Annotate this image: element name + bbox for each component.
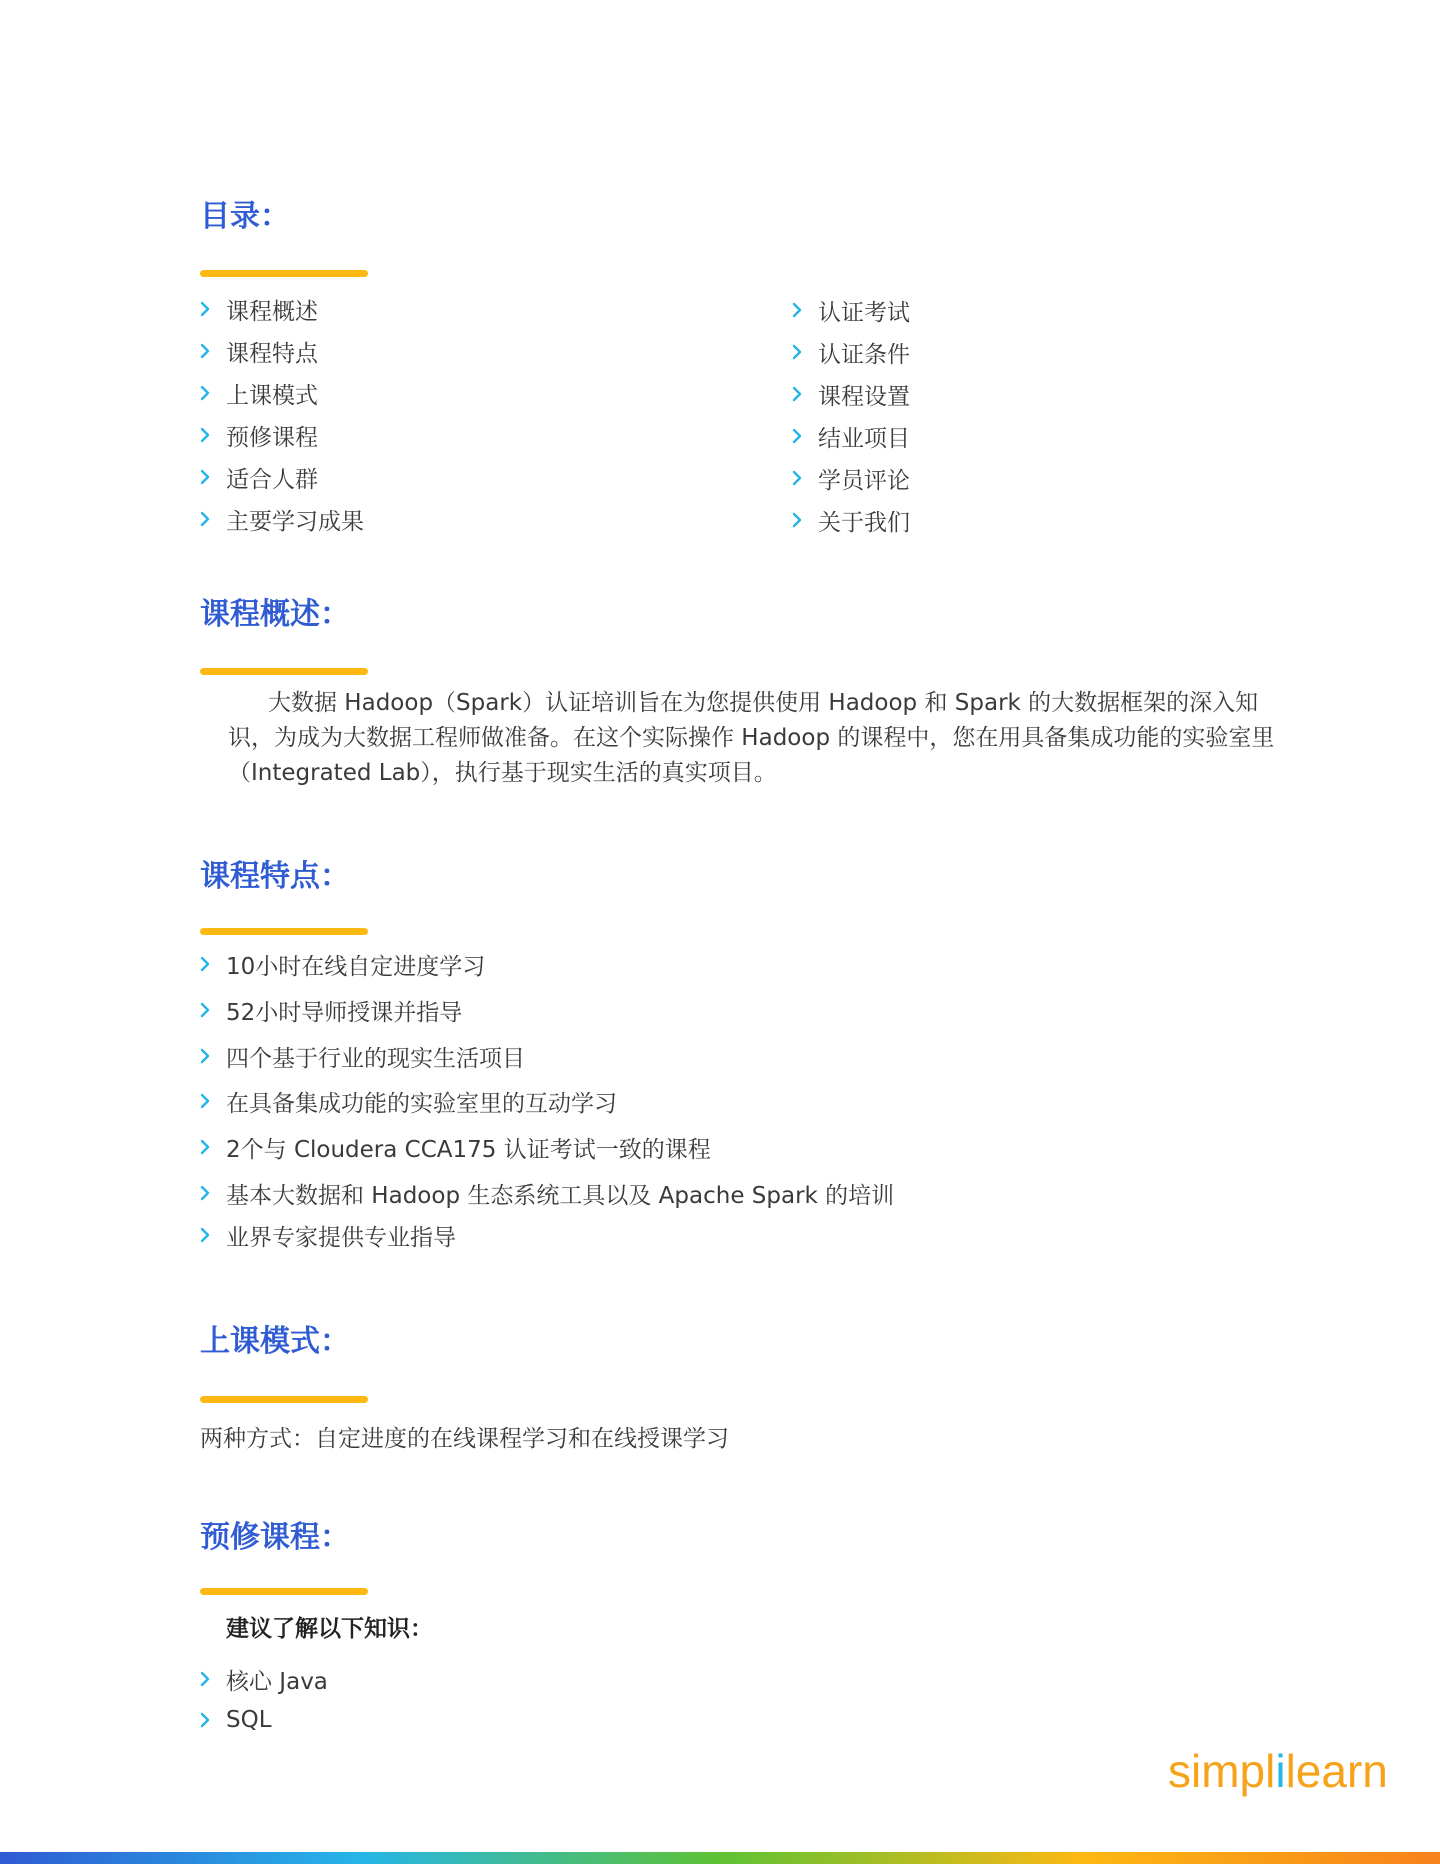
simplilearn-logo — [1168, 1745, 1388, 1797]
chevron-right-icon — [791, 470, 818, 486]
chevron-right-icon — [199, 301, 226, 317]
prereq-title: 预修课程： — [200, 1520, 350, 1555]
list-item — [791, 377, 910, 411]
list-item — [199, 1218, 456, 1252]
list-item — [199, 418, 318, 452]
list-item — [199, 460, 318, 494]
list-item-label: 认证条件 — [818, 341, 910, 368]
toc-title: 目录： — [200, 199, 290, 234]
chevron-right-icon — [199, 1093, 226, 1109]
chevron-right-icon — [791, 428, 818, 444]
chevron-right-icon — [791, 512, 818, 528]
chevron-right-icon — [199, 1139, 226, 1155]
list-item — [199, 1662, 328, 1696]
list-item — [199, 502, 364, 536]
list-item — [199, 1703, 272, 1737]
logo-part3: learn — [1285, 1745, 1388, 1797]
chevron-right-icon — [791, 302, 818, 318]
chevron-right-icon — [199, 1185, 226, 1201]
list-item-label: 课程概述 — [226, 298, 318, 325]
mode-title-underline — [200, 1396, 368, 1403]
list-item-label: 上课模式 — [226, 382, 318, 409]
chevron-right-icon — [199, 343, 226, 359]
list-item — [199, 376, 318, 410]
list-item-label: 业界专家提供专业指导 — [226, 1224, 456, 1251]
chevron-right-icon — [791, 344, 818, 360]
list-item-label: 课程设置 — [818, 383, 910, 410]
logo-part1: simpl — [1168, 1745, 1276, 1797]
toc-title-underline — [200, 270, 368, 277]
prereq-subtitle: 建议了解以下知识： — [226, 1616, 433, 1642]
list-item-label: 关于我们 — [818, 509, 910, 536]
list-item-label: 结业项目 — [818, 425, 910, 452]
list-item — [791, 503, 910, 537]
list-item — [791, 293, 910, 327]
chevron-right-icon — [791, 386, 818, 402]
chevron-right-icon — [199, 956, 226, 972]
list-item-label: 四个基于行业的现实生活项目 — [226, 1045, 525, 1072]
list-item-label: 主要学习成果 — [226, 508, 364, 535]
list-item — [791, 461, 910, 495]
list-item-label: 课程特点 — [226, 340, 318, 367]
features-title-underline — [200, 928, 368, 935]
list-item — [199, 1176, 894, 1210]
chevron-right-icon — [199, 511, 226, 527]
chevron-right-icon — [199, 1712, 226, 1728]
chevron-right-icon — [199, 427, 226, 443]
mode-text: 两种方式：自定进度的在线课程学习和在线授课学习 — [200, 1426, 729, 1452]
list-item — [199, 292, 318, 326]
list-item-label: 基本大数据和 Hadoop 生态系统工具以及 Apache Spark 的培训 — [226, 1182, 895, 1209]
chevron-right-icon — [199, 1048, 226, 1064]
list-item — [791, 419, 910, 453]
prereq-title-underline — [200, 1588, 368, 1595]
list-item-label: SQL — [226, 1707, 272, 1733]
list-item-label: 预修课程 — [226, 424, 318, 451]
list-item-label: 10小时在线自定进度学习 — [226, 953, 486, 980]
list-item-label: 学员评论 — [818, 467, 910, 494]
features-title: 课程特点： — [200, 859, 350, 894]
overview-title: 课程概述： — [200, 597, 350, 632]
list-item-label: 在具备集成功能的实验室里的互动学习 — [226, 1090, 617, 1117]
list-item — [199, 1039, 525, 1073]
list-item — [199, 947, 485, 981]
bottom-gradient-bar — [0, 1852, 1440, 1864]
list-item — [199, 1130, 711, 1164]
chevron-right-icon — [199, 385, 226, 401]
list-item — [199, 993, 462, 1027]
chevron-right-icon — [199, 1671, 226, 1687]
list-item — [791, 335, 910, 369]
chevron-right-icon — [199, 1227, 226, 1243]
list-item-label: 2个与 Cloudera CCA175 认证考试一致的课程 — [226, 1136, 711, 1163]
list-item — [199, 334, 318, 368]
list-item-label: 适合人群 — [226, 466, 318, 493]
overview-paragraph: 大数据 Hadoop（Spark）认证培训旨在为您提供使用 Hadoop 和 Spark 的大数据框架的深入知识，为成为大数据工程师做准备。在这个实际操作 Hadoop 的课程中，您在用具备集成功能的实验室里（Integrated Lab），执行基于现实生活的真实项目。 — [228, 690, 1275, 786]
logo-part2: i — [1275, 1745, 1286, 1797]
chevron-right-icon — [199, 1002, 226, 1018]
list-item-label: 认证考试 — [818, 299, 910, 326]
mode-title: 上课模式： — [200, 1324, 350, 1359]
list-item-label: 52小时导师授课并指导 — [226, 999, 463, 1026]
list-item-label: 核心 Java — [226, 1668, 328, 1695]
chevron-right-icon — [199, 469, 226, 485]
list-item — [199, 1084, 617, 1118]
overview-title-underline — [200, 668, 368, 675]
